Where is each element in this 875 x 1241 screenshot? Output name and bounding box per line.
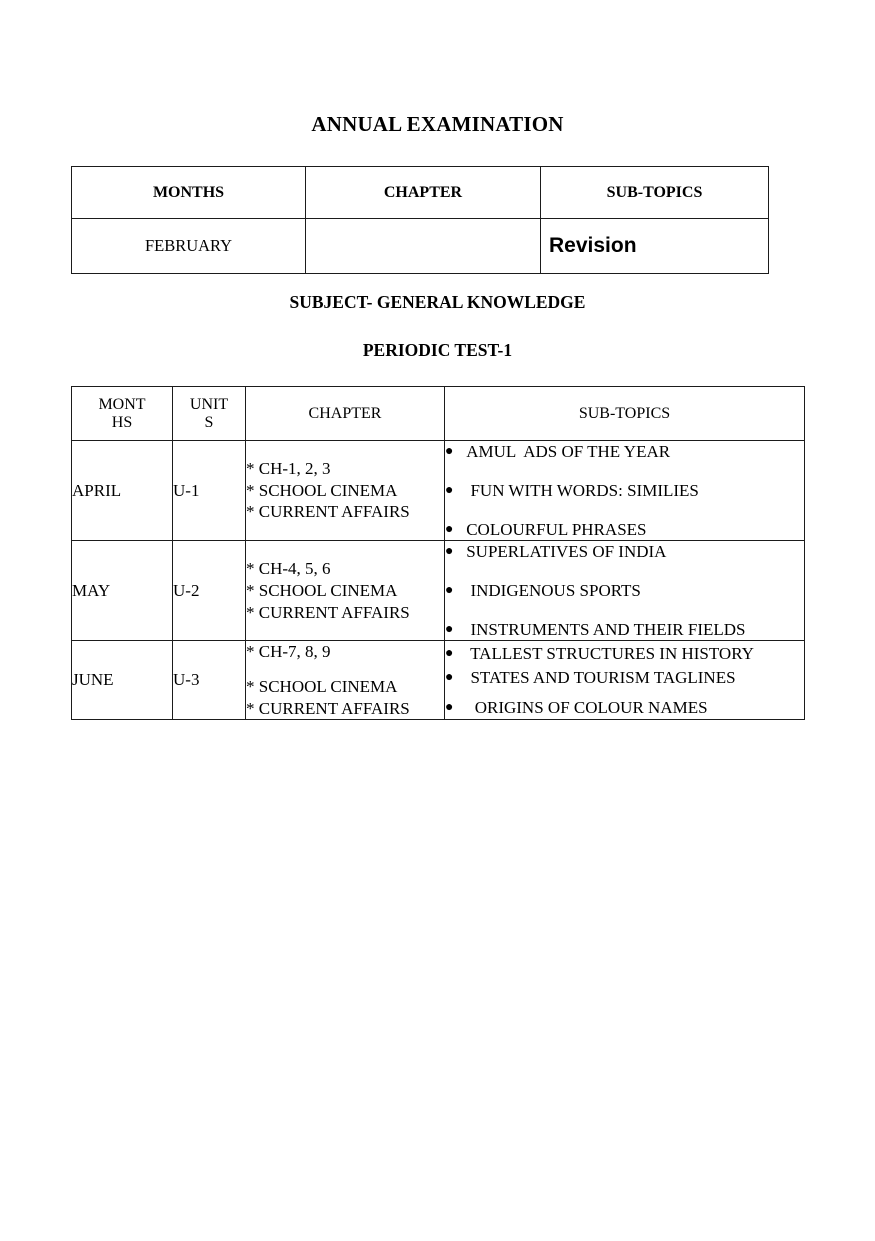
table-row (72, 641, 805, 720)
list-item (445, 643, 804, 664)
list-item-label: FUN WITH WORDS: SIMILIES (466, 481, 699, 501)
list-item (445, 580, 804, 601)
header-months (72, 387, 173, 441)
list-item (445, 480, 804, 501)
periodic-test-heading: PERIODIC TEST-1 (362, 340, 513, 360)
table-header-row (72, 167, 769, 219)
list-item-label: AMUL ADS OF THE YEAR (466, 442, 671, 461)
list-item-label: COLOURFUL PHRASES (466, 520, 647, 540)
list-item (445, 519, 804, 540)
cell-month: APRIL (72, 441, 173, 541)
header-units-line2: S (204, 413, 214, 431)
table-row (72, 441, 805, 541)
cell-month: JUNE (72, 641, 173, 720)
list-item-label: TALLEST STRUCTURES IN HISTORY (466, 643, 754, 663)
cell-chapter (306, 219, 541, 274)
chapter-line: * CURRENT AFFAIRS (246, 698, 410, 718)
cell-chapter (246, 541, 445, 641)
list-item-label: STATES AND TOURISM TAGLINES (466, 667, 736, 687)
bullet-icon: ● (445, 483, 454, 499)
bullet-icon: ● (445, 522, 454, 538)
cell-chapter (246, 441, 445, 541)
cell-subtopics (445, 441, 805, 541)
header-subtopics: SUB-TOPICS (541, 167, 769, 219)
table-header-row (72, 387, 805, 441)
chapter-line: * CURRENT AFFAIRS (246, 502, 410, 522)
annual-examination-table (71, 166, 769, 274)
cell-subtopics (445, 541, 805, 641)
chapter-line: * CH-1, 2, 3 (246, 459, 331, 479)
list-item-label: SUPERLATIVES OF INDIA (466, 542, 667, 562)
header-chapter: CHAPTER (306, 167, 541, 219)
table-row (72, 541, 805, 641)
cell-chapter (246, 641, 445, 720)
header-subtopics: SUB-TOPICS (445, 387, 805, 441)
bullet-icon: ● (445, 699, 454, 715)
chapter-line: * SCHOOL CINEMA (246, 677, 398, 697)
cell-month: FEBRUARY (72, 219, 306, 274)
subject-heading: SUBJECT- GENERAL KNOWLEDGE (289, 292, 586, 312)
chapter-line: * CURRENT AFFAIRS (246, 602, 410, 622)
list-item (445, 619, 804, 640)
bullet-icon: ● (445, 645, 454, 661)
list-item (445, 441, 804, 462)
periodic-test-table (71, 386, 805, 720)
cell-unit: U-3 (173, 641, 246, 720)
chapter-line: * CH-4, 5, 6 (246, 559, 331, 579)
header-months-line2: HS (111, 413, 133, 431)
bullet-icon: ● (445, 444, 454, 459)
list-item-label: INDIGENOUS SPORTS (466, 581, 641, 601)
chapter-line: * SCHOOL CINEMA (246, 581, 398, 601)
list-item (445, 697, 804, 718)
cell-subtopics: Revision (541, 219, 769, 274)
header-months-line1: MONT (98, 395, 146, 413)
list-item-label: ORIGINS OF COLOUR NAMES (466, 697, 708, 717)
bullet-icon: ● (445, 669, 454, 685)
list-item (445, 541, 804, 562)
cell-subtopics (445, 641, 805, 720)
header-units-line1: UNIT (189, 395, 229, 413)
cell-unit: U-2 (173, 541, 246, 641)
chapter-line: * SCHOOL CINEMA (246, 480, 398, 500)
bullet-icon: ● (445, 583, 454, 599)
cell-unit: U-1 (173, 441, 246, 541)
header-chapter: CHAPTER (246, 387, 445, 441)
list-item (445, 667, 804, 688)
bullet-icon: ● (445, 544, 454, 560)
bullet-icon: ● (445, 622, 454, 638)
chapter-line: * CH-7, 8, 9 (246, 642, 331, 662)
list-item-label: INSTRUMENTS AND THEIR FIELDS (466, 620, 746, 640)
page-title: ANNUAL EXAMINATION (311, 112, 564, 136)
header-units (173, 387, 246, 441)
table-row (72, 219, 769, 274)
header-months: MONTHS (72, 167, 306, 219)
cell-month: MAY (72, 541, 173, 641)
